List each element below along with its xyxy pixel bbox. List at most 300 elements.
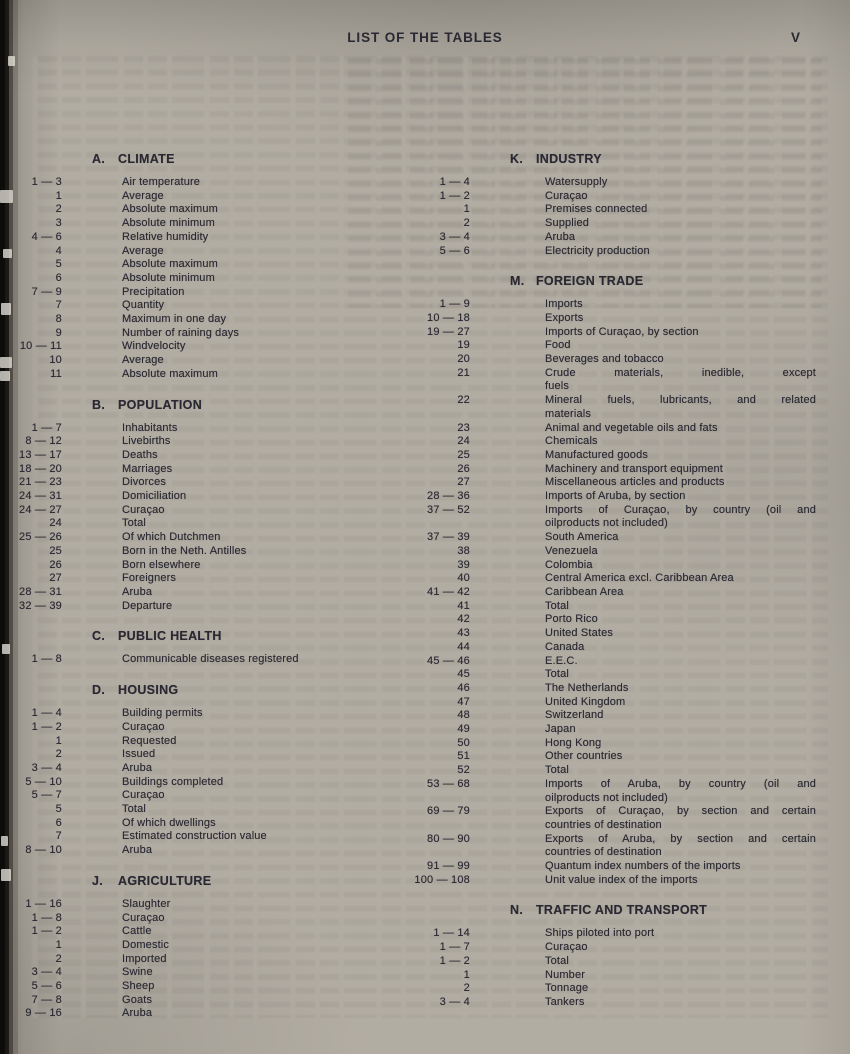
table-number-range: 50 [457, 736, 470, 749]
table-number-range: 40 [457, 572, 470, 585]
table-number-range: 8 [55, 313, 62, 326]
table-entry [14, 980, 406, 994]
table-number-range: 1 [463, 968, 470, 981]
table-entry [406, 422, 816, 436]
table-entry [406, 613, 816, 627]
toc-column-right [406, 151, 816, 1010]
table-number-range: 1 — 16 [25, 897, 62, 910]
table-entry-label: Goats [122, 993, 153, 1006]
table-number-range: 10 — 18 [427, 311, 470, 324]
table-number-range: 24 [49, 517, 62, 530]
table-entry-label: Chemicals [545, 435, 598, 448]
section-letter: D. [92, 683, 106, 698]
table-entry-label: Absolute minimum [122, 217, 215, 230]
table-entry-label: Relative humidity [122, 230, 209, 243]
table-entry-label: Aruba [122, 1007, 153, 1020]
table-number-range: 20 [457, 353, 470, 366]
table-entry [406, 367, 816, 394]
table-entry-label-line: oilproducts not included) [545, 517, 668, 530]
table-number-range: 3 — 4 [439, 995, 470, 1008]
table-entry-label: Curaçao [122, 720, 165, 733]
table-number-range: 41 — 42 [427, 585, 470, 598]
table-number-range: 25 [457, 448, 470, 461]
table-entry-label: Absolute maximum [122, 367, 218, 380]
table-entry [406, 298, 816, 312]
table-entry [406, 750, 816, 764]
table-entry-label-line: fuels [545, 380, 569, 393]
table-number-range: 5 — 10 [25, 775, 62, 788]
page-header [0, 30, 850, 48]
table-number-range: 37 — 52 [427, 503, 470, 516]
section-title: POPULATION [118, 397, 203, 412]
table-entry-label-line: materials [545, 407, 591, 420]
section-title: HOUSING [118, 683, 179, 698]
table-entry-label: Windvelocity [122, 340, 186, 353]
table-entry [406, 586, 816, 600]
table-entry [406, 190, 816, 204]
table-number-range: 1 — 2 [439, 189, 470, 202]
table-entry-label: Curaçao [545, 941, 588, 954]
table-number-range: 25 [49, 544, 62, 557]
table-number-range: 91 — 99 [427, 860, 470, 873]
table-entry-label: Cattle [122, 925, 152, 938]
table-entry [406, 339, 816, 353]
section-agriculture [14, 873, 406, 1021]
table-entry-label: Communicable diseases registered [122, 653, 299, 666]
table-entry [14, 600, 406, 614]
table-entry-label: Domestic [122, 938, 170, 951]
section-letter: A. [92, 152, 106, 166]
table-entry [406, 709, 816, 723]
table-number-range: 28 — 36 [427, 490, 470, 503]
table-number-range: 25 — 26 [19, 531, 62, 544]
section-title: AGRICULTURE [118, 873, 212, 888]
table-entry-label: Central America excl. Caribbean Area [545, 572, 734, 585]
table-number-range: 24 — 27 [19, 503, 62, 516]
table-entry [14, 953, 406, 967]
table-entry-label: Tankers [545, 995, 585, 1008]
table-number-range: 45 [457, 668, 470, 681]
section-letter: J. [92, 873, 104, 888]
table-entry [406, 737, 816, 751]
table-number-range: 42 [457, 613, 470, 626]
table-entry [406, 668, 816, 682]
table-entry [14, 490, 406, 504]
table-entry [406, 641, 816, 655]
table-entry [406, 545, 816, 559]
table-entry-label: Venezuela [545, 544, 598, 557]
section-title: TRAFFIC AND TRANSPORT [536, 903, 708, 918]
table-entry [406, 231, 816, 245]
table-entry-label: Quantum index numbers of the imports [545, 860, 741, 873]
table-entry-label: Average [122, 354, 164, 367]
section-traffic-and-transport [406, 902, 816, 1009]
table-entry-label: Deaths [122, 448, 158, 461]
section-title: FOREIGN TRADE [536, 274, 644, 289]
table-entry-label: Electricity production [545, 244, 650, 257]
table-entry-label: Supplied [545, 217, 590, 230]
table-entry-label: The Netherlands [545, 681, 629, 694]
table-entry-label: Colombia [545, 558, 593, 571]
table-number-range: 1 — 14 [433, 927, 470, 940]
table-number-range: 1 — 7 [439, 941, 470, 954]
table-number-range: 1 [55, 189, 62, 202]
table-entry [14, 449, 406, 463]
table-entry [14, 272, 406, 286]
table-number-range: 10 — 11 [19, 340, 62, 353]
table-number-range: 1 — 8 [31, 911, 62, 924]
table-entry [406, 969, 816, 983]
table-number-range: 2 [463, 217, 470, 230]
table-number-range: 5 [55, 258, 62, 271]
table-entry-label-line: Mineral fuels, lubricants, and related [545, 394, 816, 407]
section-title: PUBLIC HEALTH [118, 629, 222, 644]
table-number-range: 1 — 9 [439, 298, 470, 311]
table-entry [14, 762, 406, 776]
table-entry-label-line: Exports of Curaçao, by section and certain [545, 805, 816, 818]
table-entry-label: Aruba [122, 761, 153, 774]
table-entry [14, 286, 406, 300]
table-entry [406, 874, 816, 888]
table-entry [406, 600, 816, 614]
table-number-range: 24 — 31 [19, 490, 62, 503]
table-entry-label: Curaçao [122, 789, 165, 802]
table-entry-label: Issued [122, 748, 156, 761]
table-number-range: 7 [55, 299, 62, 312]
table-entry-label: E.E.C. [545, 654, 578, 667]
table-entry-label: Air temperature [122, 176, 201, 188]
table-entry-label: Total [122, 517, 146, 530]
table-entry [406, 955, 816, 969]
section-heading [406, 902, 816, 918]
table-entry-label: Total [545, 764, 569, 777]
table-entry-label: Estimated construction value [122, 830, 267, 843]
table-number-range: 51 [457, 750, 470, 763]
table-entry-label [545, 778, 816, 805]
table-entry [406, 203, 816, 217]
table-number-range: 1 — 2 [439, 954, 470, 967]
table-entry [406, 860, 816, 874]
table-entry [406, 312, 816, 326]
section-heading [14, 397, 406, 413]
table-number-range: 24 [457, 435, 470, 448]
table-number-range: 80 — 90 [427, 832, 470, 845]
table-entry-label: Machinery and transport equipment [545, 462, 723, 475]
table-entry [406, 778, 816, 805]
section-heading [14, 628, 406, 644]
table-number-range: 100 — 108 [414, 873, 470, 886]
table-number-range: 32 — 39 [19, 599, 62, 612]
section-housing [14, 682, 406, 858]
table-entry [406, 627, 816, 641]
table-number-range: 1 — 8 [31, 653, 62, 666]
section-climate [14, 151, 406, 382]
table-entry-label: Number [545, 968, 586, 981]
table-number-range: 48 [457, 709, 470, 722]
table-number-range: 21 — 23 [19, 476, 62, 489]
table-number-range: 5 — 6 [31, 980, 62, 993]
table-entry [14, 340, 406, 354]
table-entry [14, 994, 406, 1008]
section-industry [406, 151, 816, 258]
section-letter: M. [510, 274, 525, 289]
table-entry-label: Maximum in one day [122, 313, 227, 326]
table-entry-label: Imported [122, 952, 167, 965]
table-entry-label: Curaçao [545, 189, 588, 202]
table-entry [406, 559, 816, 573]
table-entry [406, 982, 816, 996]
table-number-range: 7 [55, 830, 62, 843]
table-entry [14, 231, 406, 245]
page-number: V [790, 30, 800, 45]
table-entry-label: Number of raining days [122, 326, 240, 339]
table-entry [14, 354, 406, 368]
table-number-range: 8 — 12 [25, 435, 62, 448]
table-entry [14, 707, 406, 721]
table-entry [406, 572, 816, 586]
table-entry-label: Ships piloted into port [545, 927, 655, 940]
table-entry-label: Precipitation [122, 285, 185, 298]
table-number-range: 7 — 9 [31, 285, 62, 298]
table-entry [14, 830, 406, 844]
table-entry [406, 490, 816, 504]
table-entry [14, 190, 406, 204]
table-number-range: 52 [457, 764, 470, 777]
table-entry [14, 463, 406, 477]
table-entry-label: Other countries [545, 750, 623, 763]
table-number-range: 7 — 8 [31, 993, 62, 1006]
table-entry [406, 941, 816, 955]
table-number-range: 1 — 4 [439, 176, 470, 188]
table-entry-label: Total [545, 599, 569, 612]
table-entry [14, 748, 406, 762]
table-entry [406, 655, 816, 669]
table-entry-label: Average [122, 189, 164, 202]
table-number-range: 6 [55, 816, 62, 829]
table-entry [14, 586, 406, 600]
section-letter: B. [92, 397, 106, 412]
section-heading [14, 873, 406, 889]
table-entry-label-line: Imports of Aruba, by country (oil and [545, 777, 816, 790]
table-entry-label: Requested [122, 734, 177, 747]
table-entry-label [545, 833, 816, 860]
table-entry-label: United Kingdom [545, 695, 626, 708]
table-entry [14, 572, 406, 586]
table-entry-label: South America [545, 531, 619, 544]
table-entry-label: United States [545, 627, 613, 640]
table-entry-label: Marriages [122, 462, 173, 475]
table-entry [14, 966, 406, 980]
section-foreign-trade [406, 273, 816, 887]
table-entry-label: Livebirths [122, 435, 171, 448]
table-entry-label: Unit value index of the imports [545, 873, 698, 886]
table-number-range: 6 [55, 271, 62, 284]
table-number-range: 45 — 46 [427, 654, 470, 667]
table-entry [14, 844, 406, 858]
table-entry-label: Hong Kong [545, 736, 602, 749]
table-number-range: 5 — 7 [31, 789, 62, 802]
table-entry-label: Animal and vegetable oils and fats [545, 421, 718, 434]
table-entry [14, 776, 406, 790]
table-entry-label: Building permits [122, 707, 203, 720]
table-entry [406, 326, 816, 340]
table-entry-label: Born elsewhere [122, 558, 201, 571]
table-entry-label: Quantity [122, 299, 165, 312]
table-number-range: 19 [457, 339, 470, 352]
table-entry-label [545, 367, 816, 394]
table-entry [14, 545, 406, 559]
table-entry-label: Absolute maximum [122, 203, 218, 216]
table-entry [14, 912, 406, 926]
table-entry [14, 531, 406, 545]
table-entry-label: Total [545, 954, 569, 967]
table-number-range: 4 — 6 [31, 230, 62, 243]
table-entry-label: Beverages and tobacco [545, 353, 664, 366]
table-entry-label: Caribbean Area [545, 585, 624, 598]
table-entry [406, 245, 816, 259]
toc-column-left [14, 151, 406, 1021]
table-entry [14, 313, 406, 327]
section-heading [14, 151, 406, 167]
table-entry [406, 353, 816, 367]
table-entry-label-line: countries of destination [545, 846, 662, 859]
table-entry-label: Tonnage [545, 982, 589, 995]
table-number-range: 3 [55, 217, 62, 230]
table-number-range: 37 — 39 [427, 531, 470, 544]
table-entry [14, 327, 406, 341]
table-number-range: 22 [457, 394, 470, 407]
table-number-range: 53 — 68 [427, 777, 470, 790]
table-entry [14, 217, 406, 231]
table-number-range: 8 — 10 [25, 844, 62, 857]
table-number-range: 1 — 7 [31, 421, 62, 434]
table-entry [14, 789, 406, 803]
table-entry-label-line: oilproducts not included) [545, 791, 668, 804]
table-number-range: 9 — 16 [25, 1007, 62, 1020]
table-entry [14, 925, 406, 939]
table-entry [14, 504, 406, 518]
table-entry [14, 435, 406, 449]
table-number-range: 44 [457, 640, 470, 653]
table-number-range: 27 [49, 572, 62, 585]
table-entry-label-line: Crude materials, inedible, except [545, 366, 816, 379]
table-entry-label: Food [545, 339, 571, 352]
table-number-range: 1 [55, 734, 62, 747]
table-entry-label: Curaçao [122, 911, 165, 924]
table-number-range: 28 — 31 [19, 585, 62, 598]
table-entry [14, 559, 406, 573]
table-entry-label: Absolute maximum [122, 258, 218, 271]
table-entry [14, 817, 406, 831]
table-number-range: 46 [457, 681, 470, 694]
table-entry [14, 258, 406, 272]
table-entry [406, 476, 816, 490]
table-number-range: 3 — 4 [439, 230, 470, 243]
table-number-range: 41 [457, 599, 470, 612]
table-number-range: 2 [55, 748, 62, 761]
table-entry-label: Total [545, 668, 569, 681]
table-number-range: 47 [457, 695, 470, 708]
table-entry [406, 682, 816, 696]
table-entry [406, 723, 816, 737]
table-entry-label: Swine [122, 966, 153, 979]
table-number-range: 39 [457, 558, 470, 571]
table-entry [406, 449, 816, 463]
table-number-range: 69 — 79 [427, 805, 470, 818]
section-letter: K. [510, 152, 524, 166]
table-entry [14, 176, 406, 190]
table-entry [14, 735, 406, 749]
table-entry-label: Japan [545, 723, 576, 736]
table-entry-label [545, 805, 816, 832]
table-entry [14, 721, 406, 735]
table-number-range: 1 — 4 [31, 707, 62, 720]
table-entry-label: Porto Rico [545, 613, 598, 626]
table-number-range: 11 [50, 367, 62, 380]
table-number-range: 2 [55, 203, 62, 216]
table-entry-label: Watersupply [545, 176, 608, 188]
table-number-range: 23 [457, 421, 470, 434]
table-number-range: 10 [49, 354, 62, 367]
table-number-range: 1 — 3 [31, 176, 62, 188]
table-entry [406, 696, 816, 710]
section-letter: C. [92, 629, 106, 644]
table-entry-label: Divorces [122, 476, 166, 489]
table-entry [406, 217, 816, 231]
section-title: CLIMATE [118, 152, 175, 166]
table-entry-label: Sheep [122, 980, 155, 993]
table-entry [14, 653, 406, 667]
table-entry-label: Imports [545, 298, 583, 311]
table-number-range: 1 [463, 203, 470, 216]
table-entry-label: Imports of Curaçao, by section [545, 325, 699, 338]
table-entry-label: Canada [545, 640, 585, 653]
table-entry [406, 996, 816, 1010]
table-number-range: 5 — 6 [439, 244, 470, 257]
table-entry-label: Departure [122, 599, 173, 612]
section-title: INDUSTRY [536, 152, 602, 166]
table-number-range: 13 — 17 [19, 448, 62, 461]
table-entry [14, 422, 406, 436]
table-entry-label: Inhabitants [122, 421, 178, 434]
table-entry-label: Miscellaneous articles and products [545, 476, 725, 489]
table-number-range: 49 [457, 723, 470, 736]
section-heading [406, 151, 816, 167]
table-number-range: 3 — 4 [31, 761, 62, 774]
table-entry-label [545, 394, 816, 421]
section-public-health [14, 628, 406, 667]
table-entry [14, 517, 406, 531]
table-entry-label: Manufactured goods [545, 448, 648, 461]
table-entry-label: Of which dwellings [122, 816, 216, 829]
table-number-range: 26 [457, 462, 470, 475]
table-entry [406, 463, 816, 477]
table-entry [14, 939, 406, 953]
table-entry [406, 176, 816, 190]
table-number-range: 1 [55, 938, 62, 951]
table-number-range: 1 — 2 [31, 925, 62, 938]
table-number-range: 43 [457, 627, 470, 640]
table-entry [14, 299, 406, 313]
section-letter: N. [510, 903, 524, 918]
table-entry [406, 764, 816, 778]
table-entry-label: Aruba [122, 585, 153, 598]
table-entry [14, 245, 406, 259]
table-number-range: 5 [55, 803, 62, 816]
table-entry [406, 805, 816, 832]
table-entry-label: Premises connected [545, 203, 648, 216]
table-entry-label: Imports of Aruba, by section [545, 490, 686, 503]
